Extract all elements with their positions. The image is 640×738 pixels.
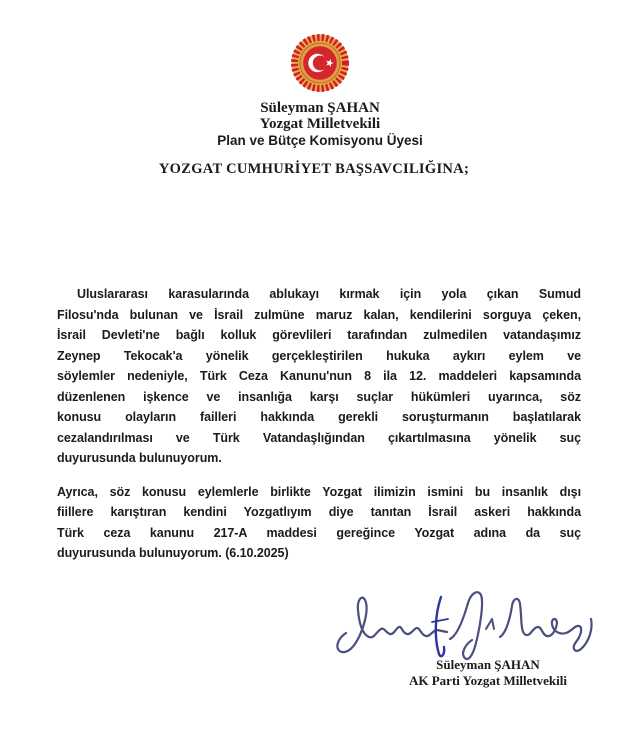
body-line: cezalandırılması ve Türk Vatandaşlığından çıkartılmasına yönelik suç [57, 430, 581, 445]
body-line: Zeynep Tekocak'a yönelik gerçekleştirilen hukuka aykırı eylem ve [57, 348, 581, 363]
body-line: Uluslararası karasularında ablukayı kırmak için yola çıkan Sumud [77, 287, 581, 301]
body-line: Ayrıca, söz konusu eylemlerle birlikte Yozgat ilimizin ismini bu insanlık dışı [57, 484, 581, 499]
body-line: düzenlenen işkence ve insanlığa karşı suçlar hükümleri uyarınca, söz [57, 389, 581, 404]
body-line: söylemler nedeniyle, Türk Ceza Kanunu'nun 8 ila 12. maddeleri kapsamında [57, 369, 581, 383]
body-line: fiillere karıştıran kendini Yozgatlıyım diye tanıtan İsrail askeri hakkında [57, 505, 581, 519]
sender-name: Süleyman ŞAHAN [260, 100, 380, 116]
body-line: Filosu'nda bulunan ve İsrail zulmüne maruz kalan, kendilerini sorguya çeken, [57, 307, 581, 322]
sender-role-line1: Yozgat Milletvekili [259, 116, 381, 132]
paragraph-2 [57, 482, 581, 564]
body-line: duyurusunda bulunuyorum. (6.10.2025) [57, 546, 289, 560]
body-line: konusu olayların failleri hakkında gerekli soruşturmanın başlatılarak [57, 410, 581, 424]
signature-name: Süleyman ŞAHAN [436, 657, 540, 672]
signature-title: AK Parti Yozgat Milletvekili [408, 673, 567, 688]
tbmm-emblem-icon [290, 33, 350, 93]
paragraph-1 [57, 284, 581, 469]
letter-body [57, 284, 581, 564]
body-line: Türk ceza kanunu 217-A maddesi gereğince Yozgat adına da suç [57, 525, 581, 540]
addressee-line: YOZGAT CUMHURİYET BAŞSAVCILIĞINA; [158, 161, 470, 177]
body-line: İsrail Devleti'ne bağlı kolluk görevlileri tarafından zulmedilen vatandaşımız [57, 328, 581, 342]
sender-role-line2: Plan ve Bütçe Komisyonu Üyesi [217, 133, 423, 148]
body-line: duyurusunda bulunuyorum. [57, 451, 222, 465]
